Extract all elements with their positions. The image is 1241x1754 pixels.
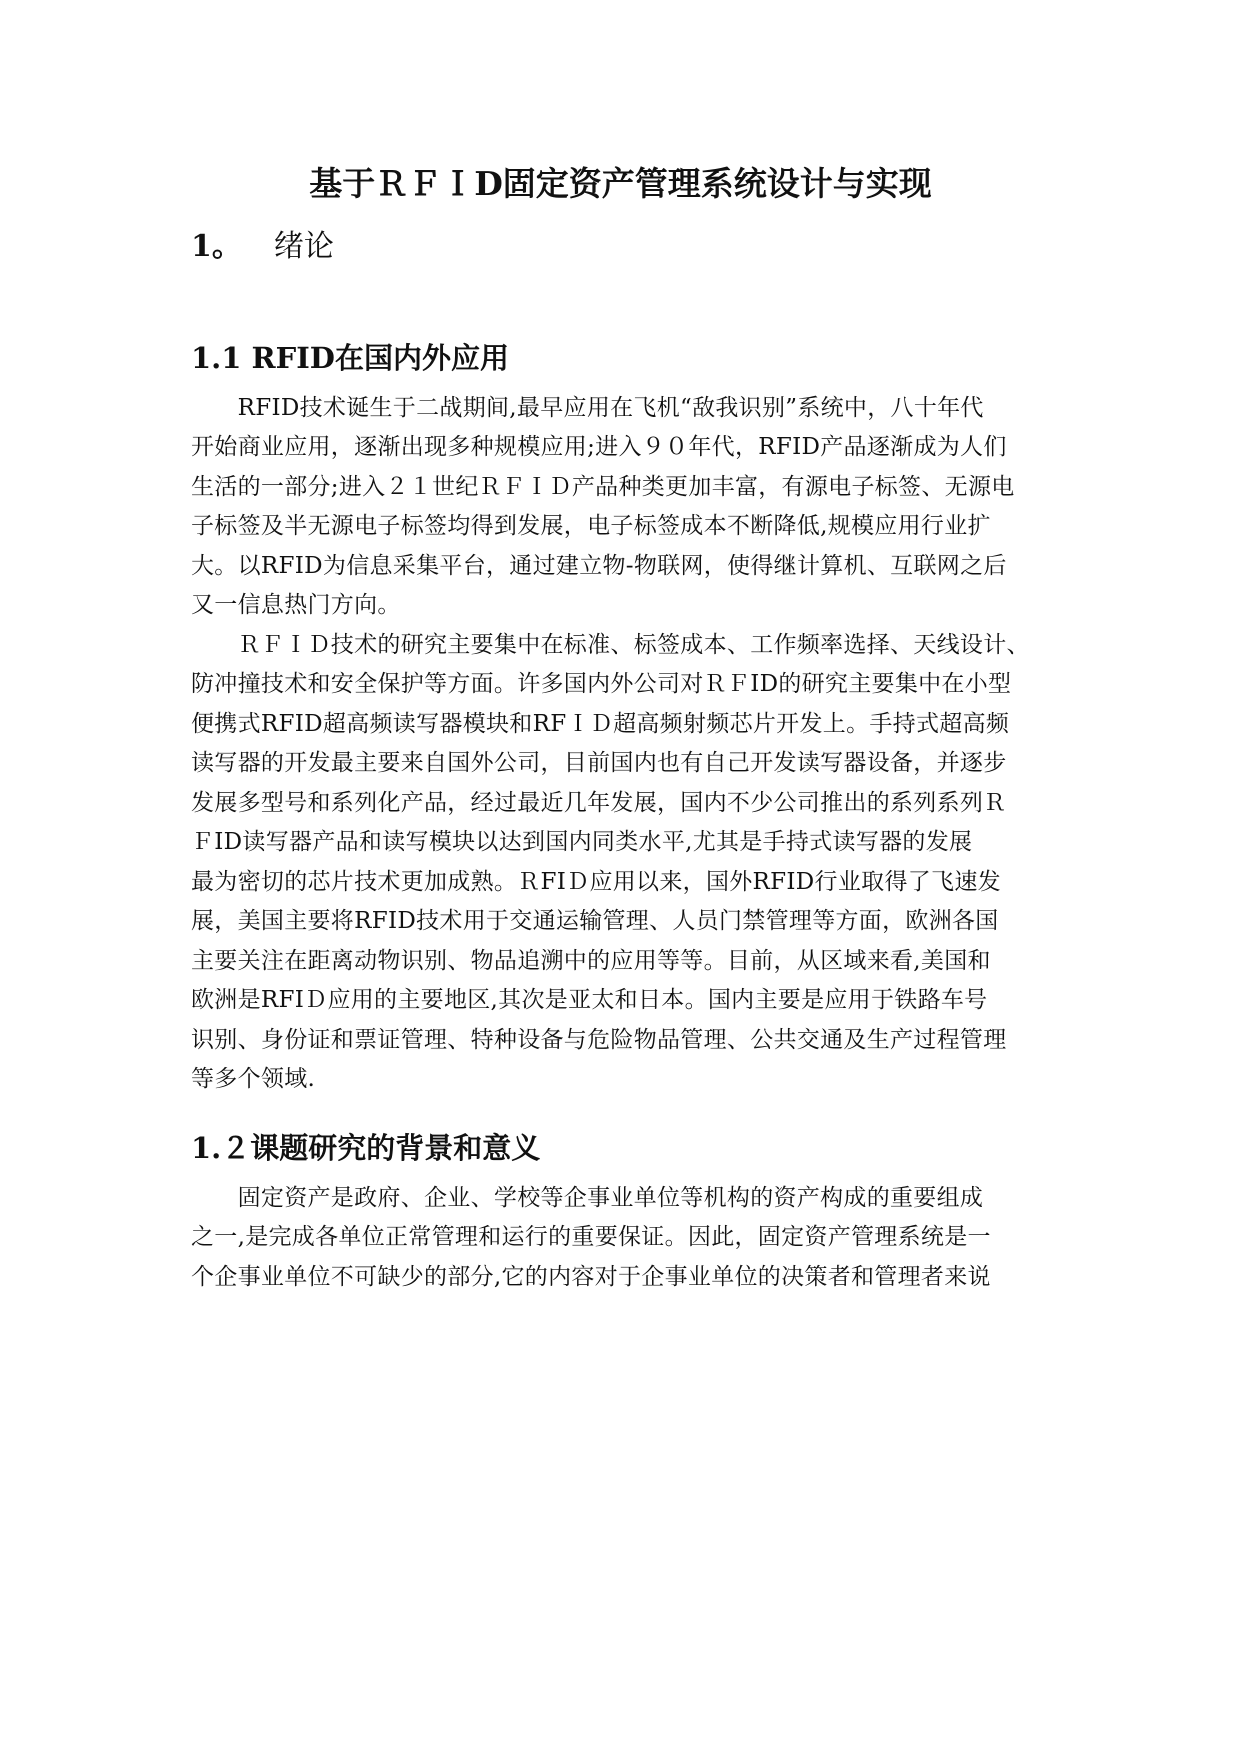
document-title: 基于ＲＦＩD固定资产管理系统设计与实现	[309, 164, 932, 203]
paragraph-line: 大。以RFID为信息采集平台，通过建立物-物联网，使得继计算机、互联网之后	[191, 553, 1007, 579]
chapter-label: 绪论	[273, 229, 334, 264]
paragraph-line: 最为密切的芯片技术更加成熟。ＲFIＤ应用以来，国外RFID行业取得了飞速发	[191, 869, 1001, 895]
section-heading: 1.２课题研究的背景和意义	[191, 1131, 541, 1165]
paragraph-line: RFID技术诞生于二战期间,最早应用在飞机“敌我识别”系统中，八十年代	[191, 395, 984, 421]
paragraph-line: 子标签及半无源电子标签均得到发展，电子标签成本不断降低,规模应用行业扩	[191, 513, 991, 539]
paragraph-line: 展，美国主要将RFID技术用于交通运输管理、人员门禁管理等方面，欧洲各国	[191, 908, 999, 934]
paragraph-line: 之一,是完成各单位正常管理和运行的重要保证。因此，固定资产管理系统是一	[191, 1224, 991, 1250]
paragraph-line: 开始商业应用，逐渐出现多种规模应用;进入９０年代，RFID产品逐渐成为人们	[191, 434, 1007, 460]
section-heading: 1.1 RFID在国内外应用	[191, 341, 509, 375]
paragraph-line: 欧洲是RFIＤ应用的主要地区,其次是亚太和日本。国内主要是应用于铁路车号	[191, 987, 988, 1013]
paragraph-line: 又一信息热门方向。	[191, 592, 401, 618]
paragraph-line: 个企事业单位不可缺少的部分,它的内容对于企事业单位的决策者和管理者来说	[191, 1264, 991, 1290]
paragraph-line: 读写器的开发最主要来自国外公司，目前国内也有自己开发读写器设备，并逐步	[191, 750, 1007, 776]
chapter-heading	[191, 225, 334, 269]
paragraph-line: 识别、身份证和票证管理、特种设备与危险物品管理、公共交通及生产过程管理	[191, 1027, 1007, 1053]
paragraph-line: 主要关注在距离动物识别、物品追溯中的应用等等。目前，从区域来看,美国和	[191, 948, 991, 974]
paragraph-line: 便携式RFID超高频读写器模块和RFＩＤ超高频射频芯片开发上。手持式超高频	[191, 711, 1010, 737]
chapter-number: 1。	[191, 229, 242, 264]
paragraph-line: ＦID读写器产品和读写模块以达到国内同类水平,尤其是手持式读写器的发展	[191, 829, 973, 855]
paragraph-line: 生活的一部分;进入２１世纪ＲＦＩＤ产品种类更加丰富，有源电子标签、无源电	[191, 474, 1015, 500]
paragraph-line: 防冲撞技术和安全保护等方面。许多国内外公司对ＲＦID的研究主要集中在小型	[191, 671, 1012, 697]
paragraph-line: 等多个领域.	[191, 1066, 316, 1092]
paragraph-line: 发展多型号和系列化产品，经过最近几年发展，国内不少公司推出的系列系列Ｒ	[191, 790, 1007, 816]
paragraph-line: ＲＦＩＤ技术的研究主要集中在标准、标签成本、工作频率选择、天线设计、	[191, 632, 1030, 658]
paragraph-line: 固定资产是政府、企业、学校等企事业单位等机构的资产构成的重要组成	[191, 1185, 984, 1211]
